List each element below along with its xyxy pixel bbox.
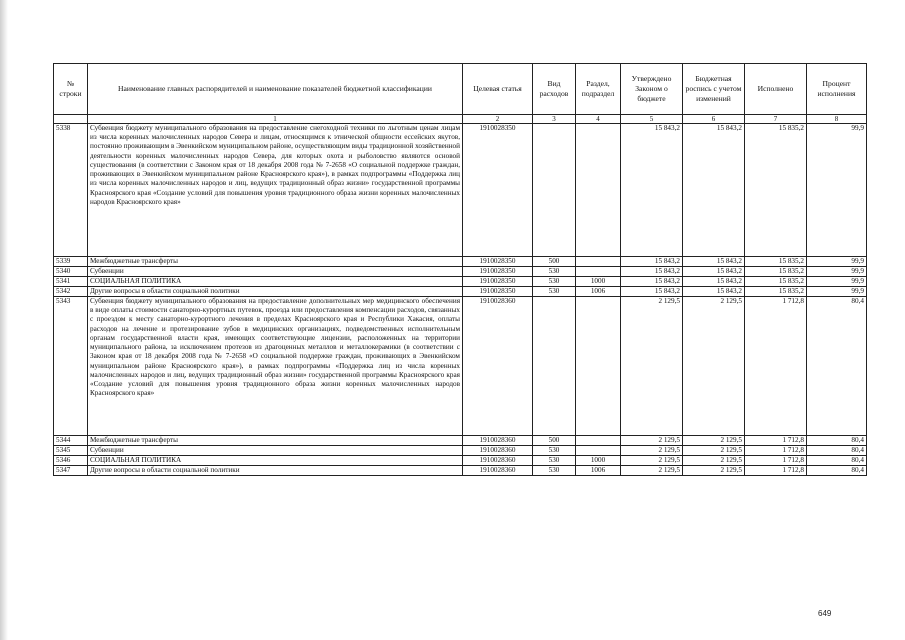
row-name: Другие вопросы в области социальной политики — [88, 287, 463, 297]
header-executed: Исполнено — [745, 64, 807, 115]
row-percent: 99,9 — [807, 267, 867, 277]
row-target-article: 1910028350 — [463, 124, 533, 257]
row-expense-type: 530 — [533, 466, 576, 476]
row-number: 5340 — [54, 267, 88, 277]
row-approved: 15 843,2 — [621, 277, 683, 287]
row-number: 5347 — [54, 466, 88, 476]
row-executed: 1 712,8 — [745, 456, 807, 466]
header-expense-type: Вид расходов — [533, 64, 576, 115]
row-section: 1000 — [576, 277, 621, 287]
column-number-cell: 1 — [88, 115, 463, 124]
header-target-article: Целевая статья — [463, 64, 533, 115]
row-expense-type: 500 — [533, 257, 576, 267]
row-expense-type — [533, 297, 576, 436]
row-percent: 99,9 — [807, 287, 867, 297]
header-budget-schedule: Бюджетная роспись с учетом изменений — [683, 64, 745, 115]
row-name: СОЦИАЛЬНАЯ ПОЛИТИКА — [88, 277, 463, 287]
row-target-article: 1910028350 — [463, 287, 533, 297]
row-schedule: 15 843,2 — [683, 287, 745, 297]
row-percent: 99,9 — [807, 277, 867, 287]
row-number: 5346 — [54, 456, 88, 466]
column-number-cell: 4 — [576, 115, 621, 124]
row-percent: 80,4 — [807, 436, 867, 446]
header-name: Наименование главных распорядителей и наименование показателей бюджетной классификации — [88, 64, 463, 115]
table-row — [54, 124, 867, 257]
column-number-row — [54, 115, 867, 124]
row-target-article: 1910028360 — [463, 436, 533, 446]
row-section — [576, 297, 621, 436]
table-row — [54, 277, 867, 287]
row-number: 5344 — [54, 436, 88, 446]
row-section — [576, 257, 621, 267]
row-target-article: 1910028360 — [463, 466, 533, 476]
row-percent: 80,4 — [807, 456, 867, 466]
row-section — [576, 124, 621, 257]
row-section: 1006 — [576, 287, 621, 297]
row-approved: 2 129,5 — [621, 436, 683, 446]
row-expense-type: 530 — [533, 287, 576, 297]
header-row-number: № строки — [54, 64, 88, 115]
table-row — [54, 466, 867, 476]
column-number-cell: 3 — [533, 115, 576, 124]
row-expense-type: 530 — [533, 267, 576, 277]
row-name: Субвенция бюджету муниципального образования на предоставление дополнительных мер медицинского обеспечения в виде оплаты стоимости санаторно-курортных путевок, проезда или предоставления компенсации расходов, связанных с проездом к месту санаторно-курортного лечения в пределах Красноярского края и Республики Хакасия, оплаты расходов на лечение и протезирование зубов в медицинских организациях, подведомственных исполнительным органам государственной власти края, имеющих соответствующие лицензии, расположенных на территории муниципального района, за исключением протезов из драгоценных металлов и металлокерамики (в соответствии с Законом края от 18 декабря 2008 года № 7-2658 «О социальной поддержке граждан, проживающих в Эвенкийском муниципальном районе Красноярского края»), в рамках подпрограммы «Поддержка лиц из числа коренных малочисленных народов и лиц, ведущих традиционный образ жизни» государственной программы Красноярского края «Создание условий для повышения уровня традиционного образа жизни коренных малочисленных народов Красноярского края» — [88, 297, 463, 436]
table-row — [54, 257, 867, 267]
column-number-cell: 7 — [745, 115, 807, 124]
row-schedule: 15 843,2 — [683, 277, 745, 287]
table-row — [54, 267, 867, 277]
row-schedule: 2 129,5 — [683, 456, 745, 466]
row-name: СОЦИАЛЬНАЯ ПОЛИТИКА — [88, 456, 463, 466]
row-expense-type: 530 — [533, 277, 576, 287]
row-approved: 15 843,2 — [621, 267, 683, 277]
row-name: Межбюджетные трансферты — [88, 257, 463, 267]
row-schedule: 15 843,2 — [683, 124, 745, 257]
row-section — [576, 267, 621, 277]
row-number: 5338 — [54, 124, 88, 257]
column-number-cell: 6 — [683, 115, 745, 124]
row-executed: 1 712,8 — [745, 297, 807, 436]
row-percent: 99,9 — [807, 257, 867, 267]
row-executed: 15 835,2 — [745, 277, 807, 287]
row-percent: 80,4 — [807, 446, 867, 456]
row-approved: 15 843,2 — [621, 257, 683, 267]
row-target-article: 1910028350 — [463, 267, 533, 277]
row-approved: 15 843,2 — [621, 124, 683, 257]
row-schedule: 15 843,2 — [683, 267, 745, 277]
row-executed: 15 835,2 — [745, 267, 807, 277]
header-percent: Процент исполнения — [807, 64, 867, 115]
header-section: Раздел, подраздел — [576, 64, 621, 115]
row-schedule: 2 129,5 — [683, 436, 745, 446]
table-row — [54, 297, 867, 436]
column-number-cell: 2 — [463, 115, 533, 124]
row-number: 5342 — [54, 287, 88, 297]
column-number-cell: 8 — [807, 115, 867, 124]
row-executed: 15 835,2 — [745, 257, 807, 267]
row-target-article: 1910028360 — [463, 456, 533, 466]
row-schedule: 2 129,5 — [683, 297, 745, 436]
row-section: 1006 — [576, 466, 621, 476]
column-number-cell: 5 — [621, 115, 683, 124]
table-row — [54, 446, 867, 456]
row-number: 5339 — [54, 257, 88, 267]
row-expense-type: 500 — [533, 436, 576, 446]
row-percent: 80,4 — [807, 466, 867, 476]
row-approved: 2 129,5 — [621, 446, 683, 456]
row-approved: 2 129,5 — [621, 466, 683, 476]
row-name: Другие вопросы в области социальной политики — [88, 466, 463, 476]
row-executed: 1 712,8 — [745, 436, 807, 446]
column-number-cell — [54, 115, 88, 124]
table-row — [54, 436, 867, 446]
row-approved: 2 129,5 — [621, 456, 683, 466]
table-row — [54, 287, 867, 297]
row-target-article: 1910028350 — [463, 257, 533, 267]
row-approved: 2 129,5 — [621, 297, 683, 436]
row-schedule: 15 843,2 — [683, 257, 745, 267]
scan-page-edge — [0, 0, 8, 640]
row-number: 5341 — [54, 277, 88, 287]
row-number: 5343 — [54, 297, 88, 436]
header-approved: Утверждено Законом о бюджете — [621, 64, 683, 115]
row-name: Субвенция бюджету муниципального образования на предоставление снегоходной техники по льготным ценам лицам из числа коренных малочисленных народов Севера и лицам, относящимся к этнической общности ессейских якутов, постоянно проживающим в Эвенкийском муниципальном районе, осуществляющим виды традиционной хозяйственной деятельности коренных малочисленных народов Севера, для которых охота и рыболовство являются основой существования (в соответствии с Законом края от 18 декабря 2008 года № 7-2658 «О социальной поддержке граждан, проживающих в Эвенкийском муниципальном районе Красноярского края»), в рамках подпрограммы «Поддержка лиц из числа коренных малочисленных народов и лиц, ведущих традиционный образ жизни» государственной программы Красноярского края «Создание условий для повышения уровня традиционного образа жизни коренных малочисленных народов Красноярского края» — [88, 124, 463, 257]
row-executed: 15 835,2 — [745, 124, 807, 257]
row-executed: 1 712,8 — [745, 466, 807, 476]
row-name: Субвенции — [88, 267, 463, 277]
page-number: 649 — [818, 609, 832, 618]
row-section — [576, 436, 621, 446]
row-schedule: 2 129,5 — [683, 446, 745, 456]
row-expense-type — [533, 124, 576, 257]
row-target-article: 1910028350 — [463, 277, 533, 287]
row-number: 5345 — [54, 446, 88, 456]
row-expense-type: 530 — [533, 446, 576, 456]
row-approved: 15 843,2 — [621, 287, 683, 297]
row-name: Субвенции — [88, 446, 463, 456]
row-percent: 80,4 — [807, 297, 867, 436]
row-section: 1000 — [576, 456, 621, 466]
row-name: Межбюджетные трансферты — [88, 436, 463, 446]
row-executed: 1 712,8 — [745, 446, 807, 456]
budget-execution-table — [53, 63, 867, 476]
table-header-row — [54, 64, 867, 115]
row-target-article: 1910028360 — [463, 297, 533, 436]
row-section — [576, 446, 621, 456]
row-schedule: 2 129,5 — [683, 466, 745, 476]
row-target-article: 1910028360 — [463, 446, 533, 456]
table-row — [54, 456, 867, 466]
row-expense-type: 530 — [533, 456, 576, 466]
row-executed: 15 835,2 — [745, 287, 807, 297]
row-percent: 99,9 — [807, 124, 867, 257]
